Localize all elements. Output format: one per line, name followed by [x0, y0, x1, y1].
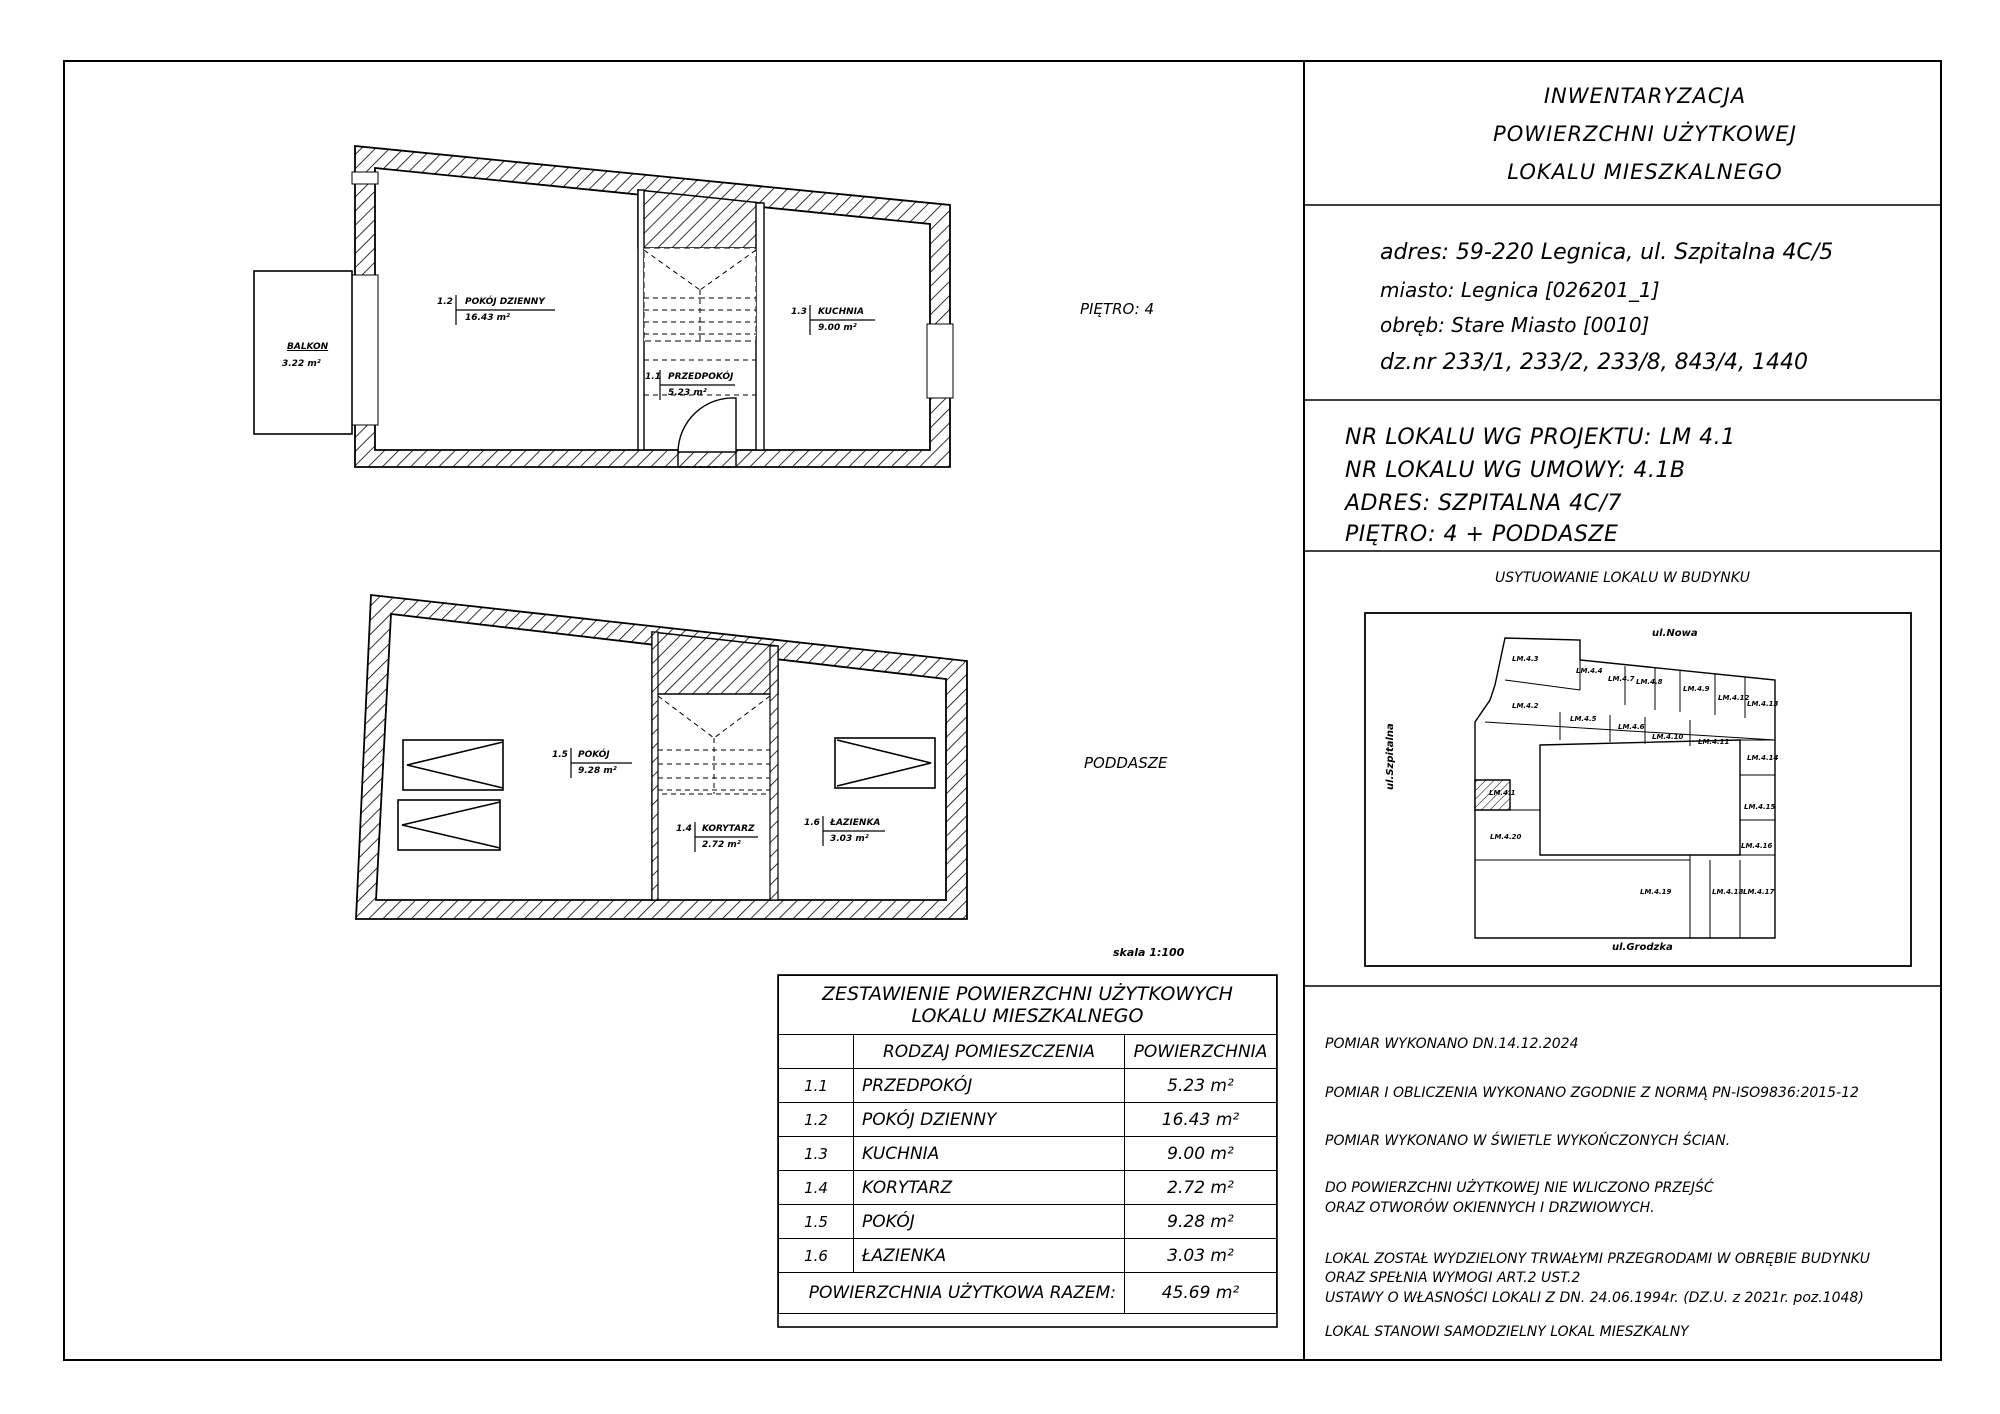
note-exclusions-1: DO POWIERZCHNI UŻYTKOWEJ NIE WLICZONO PRZEJŚĆ	[1325, 1180, 1714, 1196]
title-line-3: LOKALU MIESZKALNEGO	[1507, 160, 1783, 184]
room-name: PRZEDPOKÓJ	[668, 372, 734, 382]
unit-label: LM.4.7	[1608, 675, 1635, 683]
city-line: miasto: Legnica [026201_1]	[1380, 278, 1660, 302]
summary-title-1: ZESTAWIENIE POWIERZCHNI UŻYTKOWYCH	[822, 983, 1233, 1005]
street-south-label: ul.Grodzka	[1612, 942, 1673, 953]
row-area: 3.03 m²	[1125, 1239, 1277, 1273]
row-number: 1.2	[779, 1103, 854, 1137]
room-name: KORYTARZ	[702, 824, 755, 834]
unit-label: LM.4.11	[1698, 738, 1730, 746]
unit-contract-number: NR LOKALU WG UMOWY: 4.1B	[1345, 458, 1686, 483]
total-label: POWIERZCHNIA UŻYTKOWA RAZEM:	[779, 1273, 1125, 1314]
balcony-area: 3.22 m²	[282, 359, 321, 369]
unit-project-number: NR LOKALU WG PROJEKTU: LM 4.1	[1345, 425, 1736, 450]
street-west-label: ul.Szpitalna	[1385, 723, 1396, 790]
unit-label: LM.4.16	[1741, 842, 1773, 850]
unit-label: LM.4.4	[1576, 667, 1603, 675]
header-area: POWIERZCHNIA	[1125, 1035, 1277, 1069]
summary-title-row	[779, 976, 1277, 1035]
room-area: 9.28 m²	[578, 766, 617, 776]
row-name: PRZEDPOKÓJ	[854, 1069, 1125, 1103]
row-name: KORYTARZ	[854, 1171, 1125, 1205]
unit-label: LM.4.5	[1570, 715, 1597, 723]
row-name: POKÓJ DZIENNY	[854, 1103, 1125, 1137]
room-number: 1.1	[645, 372, 661, 382]
scale-label: skala 1:100	[1113, 946, 1185, 959]
table-row	[779, 1069, 1277, 1103]
summary-title-2: LOKALU MIESZKALNEGO	[911, 1005, 1144, 1027]
note-clear-walls: POMIAR WYKONANO W ŚWIETLE WYKOŃCZONYCH ŚCIAN.	[1325, 1133, 1731, 1149]
unit-label: LM.4.3	[1512, 655, 1539, 663]
row-number: 1.4	[779, 1171, 854, 1205]
floor-label-attic: PODDASZE	[1084, 754, 1168, 772]
unit-label: LM.4.17	[1743, 888, 1775, 896]
table-row	[779, 1171, 1277, 1205]
unit-label: LM.4.12	[1718, 694, 1750, 702]
title-line-1: INWENTARYZACJA	[1543, 84, 1747, 108]
row-area: 2.72 m²	[1125, 1171, 1277, 1205]
unit-label-current: LM.4.1	[1489, 789, 1516, 797]
parcel-line: dz.nr 233/1, 233/2, 233/8, 843/4, 1440	[1380, 350, 1809, 375]
unit-label: LM.4.14	[1747, 754, 1779, 762]
precinct-line: obręb: Stare Miasto [0010]	[1380, 313, 1650, 337]
unit-label: LM.4.13	[1747, 700, 1779, 708]
room-number: 1.5	[552, 750, 568, 760]
unit-label: LM.4.19	[1640, 888, 1672, 896]
note-legal-3: USTAWY O WŁASNOŚCI LOKALI Z DN. 24.06.1994r. (DZ.U. z 2021r. poz.1048)	[1325, 1290, 1864, 1306]
row-area: 16.43 m²	[1125, 1103, 1277, 1137]
row-area: 5.23 m²	[1125, 1069, 1277, 1103]
unit-label: LM.4.8	[1636, 678, 1663, 686]
total-area: 45.69 m²	[1125, 1273, 1277, 1314]
summary-total-row	[779, 1273, 1277, 1314]
summary-header-row	[779, 1035, 1277, 1069]
table-row	[779, 1103, 1277, 1137]
unit-address: ADRES: SZPITALNA 4C/7	[1345, 491, 1622, 516]
row-number: 1.6	[779, 1239, 854, 1273]
address-line: adres: 59-220 Legnica, ul. Szpitalna 4C/5	[1380, 240, 1834, 265]
room-area: 5.23 m²	[668, 388, 707, 398]
header-room-type: RODZAJ POMIESZCZENIA	[854, 1035, 1125, 1069]
table-row	[779, 1239, 1277, 1273]
room-name: KUCHNIA	[818, 307, 864, 317]
location-plan-title: USYTUOWANIE LOKALU W BUDYNKU	[1495, 570, 1750, 586]
unit-label: LM.4.18	[1712, 888, 1744, 896]
table-row	[779, 1137, 1277, 1171]
note-measurement-date: POMIAR WYKONANO DN.14.12.2024	[1325, 1036, 1579, 1052]
row-number: 1.5	[779, 1205, 854, 1239]
room-name: ŁAZIENKA	[830, 818, 881, 828]
floor-label-upper: PIĘTRO: 4	[1080, 300, 1154, 318]
balcony-name: BALKON	[287, 342, 329, 352]
balcony	[254, 271, 352, 434]
note-exclusions-2: ORAZ OTWORÓW OKIENNYCH I DRZWIOWYCH.	[1325, 1200, 1655, 1216]
unit-label: LM.4.10	[1652, 733, 1684, 741]
street-north-label: ul.Nowa	[1652, 628, 1698, 639]
room-name: POKÓJ	[578, 750, 610, 760]
table-row	[779, 1205, 1277, 1239]
area-summary-table	[778, 975, 1277, 1314]
room-number: 1.6	[804, 818, 820, 828]
row-area: 9.00 m²	[1125, 1137, 1277, 1171]
row-name: KUCHNIA	[854, 1137, 1125, 1171]
room-area: 9.00 m²	[818, 323, 857, 333]
row-number: 1.3	[779, 1137, 854, 1171]
room-number: 1.2	[437, 297, 453, 307]
room-area: 16.43 m²	[465, 313, 510, 323]
note-legal-2: ORAZ SPEŁNIA WYMOGI ART.2 UST.2	[1325, 1270, 1581, 1286]
room-number: 1.3	[791, 307, 807, 317]
room-area: 3.03 m²	[830, 834, 869, 844]
unit-label: LM.4.9	[1683, 685, 1710, 693]
note-standard: POMIAR I OBLICZENIA WYKONANO ZGODNIE Z NORMĄ PN-ISO9836:2015-12	[1325, 1085, 1859, 1101]
room-number: 1.4	[676, 824, 692, 834]
room-name: POKÓJ DZIENNY	[465, 297, 545, 307]
room-area: 2.72 m²	[702, 840, 741, 850]
unit-floor: PIĘTRO: 4 + PODDASZE	[1345, 522, 1619, 547]
row-number: 1.1	[779, 1069, 854, 1103]
unit-label: LM.4.2	[1512, 702, 1539, 710]
row-area: 9.28 m²	[1125, 1205, 1277, 1239]
title-line-2: POWIERZCHNI UŻYTKOWEJ	[1493, 122, 1797, 146]
note-independent-unit: LOKAL STANOWI SAMODZIELNY LOKAL MIESZKALNY	[1325, 1324, 1689, 1340]
floor-plan-attic	[356, 595, 967, 919]
unit-label: LM.4.6	[1618, 723, 1645, 731]
row-name: ŁAZIENKA	[854, 1239, 1125, 1273]
row-name: POKÓJ	[854, 1205, 1125, 1239]
unit-label: LM.4.15	[1744, 803, 1776, 811]
note-legal-1: LOKAL ZOSTAŁ WYDZIELONY TRWAŁYMI PRZEGRODAMI W OBRĘBIE BUDYNKU	[1325, 1251, 1870, 1267]
unit-label: LM.4.20	[1490, 833, 1522, 841]
